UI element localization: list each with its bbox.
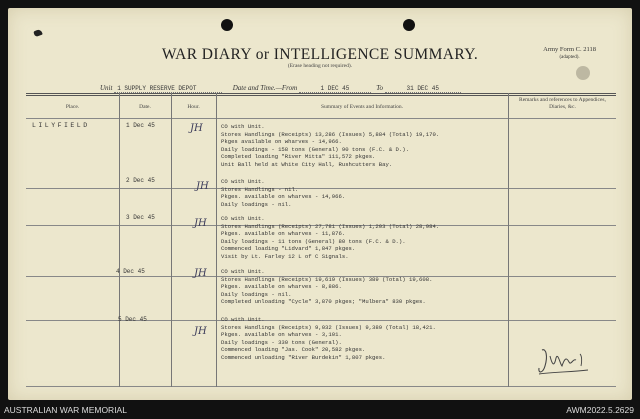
- entry-text: [221, 215, 439, 261]
- unit-label: Unit: [100, 84, 113, 92]
- entry-date: 2 Dec 45: [126, 177, 155, 184]
- form-number: [543, 46, 596, 62]
- ink-mark: [33, 29, 43, 37]
- entry-line: Pkges. available on wharves - 14,966.: [221, 193, 346, 201]
- signature-image: [536, 346, 596, 378]
- entry-line: Daily loadings - 158 tons (General) 90 tons (F.C. & D.).: [221, 145, 409, 153]
- entry-line: Stores Handlings (Receipts) 13,286 (Issues) 5,884 (Total) 19,170.: [221, 130, 440, 138]
- unit-value: 1 SUPPLY RESERVE DEPOT: [114, 85, 222, 93]
- entry-text: [221, 268, 432, 306]
- entry-line: Stores Handlings (Receipts) 9,032 (Issues) 9,389 (Total) 18,421.: [221, 323, 436, 331]
- war-diary-page: [8, 8, 632, 400]
- entry-date: 4 Dec 45: [116, 268, 145, 275]
- column-divider: [216, 93, 217, 387]
- date-to-label: To: [376, 84, 383, 92]
- form-number-text: Army Form C. 2118: [543, 46, 596, 53]
- footer-source: AUSTRALIAN WAR MEMORIAL: [4, 405, 127, 415]
- entry-line: Daily loadings - 11 tons (General) 80 tons (F.C. & D.).: [221, 237, 406, 245]
- col-place: Place.: [65, 104, 80, 110]
- entry-line: Daily loadings - 330 tons (General).: [221, 338, 342, 346]
- form-adapted: (adapted).: [559, 55, 580, 60]
- date-to: 31 DEC 45: [385, 85, 461, 93]
- column-divider: [171, 93, 172, 387]
- punch-hole-left: [221, 19, 233, 31]
- stamp-mark: [576, 66, 590, 80]
- place-name: LILYFIELD: [32, 122, 90, 129]
- officer-initials: JH: [194, 326, 207, 337]
- entry-line: Stores Handlings (Receipts) 27,781 (Issues) 1,203 (Total) 28,984.: [221, 222, 440, 230]
- entry-line: CO with Unit.: [221, 123, 265, 130]
- entry-line: CO with Unit.: [221, 316, 265, 323]
- entry-line: CO with Unit.: [221, 178, 265, 185]
- entry-date: 5 Dec 45: [118, 316, 147, 323]
- officer-initials: JH: [190, 123, 203, 134]
- entry-line: Stores Handlings - nil.: [221, 185, 299, 193]
- col-remarks: Remarks and references to Appendices, Diaries, &c.: [519, 97, 606, 110]
- punch-hole-right: [403, 19, 415, 31]
- entry-line: Pkges. available on wharves - 8,886.: [221, 283, 342, 291]
- entry-line: Commenced unloading "River Burdekin" 1,807 pkges.: [221, 353, 386, 361]
- date-range-label: Date and Time.—From: [232, 84, 298, 92]
- form-title: WAR DIARY or INTELLIGENCE SUMMARY.: [161, 46, 479, 63]
- entry-line: Pkges. available on wharves - 11,876.: [221, 230, 346, 238]
- table-bottom-rule: [26, 386, 616, 387]
- entry-date: 3 Dec 45: [126, 214, 155, 221]
- entry-date: 1 Dec 45: [126, 122, 155, 129]
- entry-line: CO with Unit.: [221, 268, 265, 275]
- table-top-rule-2: [26, 95, 616, 96]
- entry-line: Completed unloading "Cycle" 3,870 pkges; "Mulbera" 830 pkges.: [221, 298, 426, 306]
- entry-text: [221, 178, 345, 208]
- entry-line: Daily loadings - nil.: [221, 200, 292, 208]
- officer-initials: JH: [194, 218, 207, 229]
- entry-line: Daily loadings - nil.: [221, 290, 292, 298]
- header-bottom-rule: [26, 118, 616, 119]
- entry-line: Commenced loading "Lidvard" 1,847 pkges.: [221, 245, 356, 253]
- column-divider: [508, 93, 509, 387]
- entry-line: Stores Handlings (Receipts) 19,619 (Issues) 389 (Total) 19,608.: [221, 275, 433, 283]
- unit-line: [100, 84, 461, 93]
- entry-line: Pkges available on wharves - 14,966.: [221, 138, 342, 146]
- col-hour: Hour.: [187, 104, 200, 110]
- footer-accession: AWM2022.5.2629: [566, 405, 634, 415]
- entry-line: Visit by Lt. Farley 12 L of C Signals.: [221, 252, 349, 260]
- column-divider: [119, 93, 120, 387]
- officer-initials: JH: [196, 181, 209, 192]
- date-from: 1 DEC 45: [299, 85, 371, 93]
- officer-initials: JH: [194, 268, 207, 279]
- table-top-rule: [26, 93, 616, 94]
- entry-text: [221, 123, 439, 169]
- entry-line: Commenced loading "Jas. Cook" 20,582 pkges.: [221, 346, 366, 354]
- entry-line: Completed loading "River Mitta" 111,572 pkges.: [221, 153, 376, 161]
- entry-line: Pkges. available on wharves - 3,101.: [221, 331, 342, 339]
- form-subtitle: (Erase heading not required).: [287, 63, 353, 69]
- entry-text: [221, 316, 436, 362]
- col-date: Date.: [139, 104, 151, 110]
- entry-line: Unit Ball held at White City Hall, Rushcutters Bay.: [221, 160, 393, 168]
- col-summary: Summary of Events and Information.: [320, 104, 404, 110]
- entry-line: CO with Unit.: [221, 215, 265, 222]
